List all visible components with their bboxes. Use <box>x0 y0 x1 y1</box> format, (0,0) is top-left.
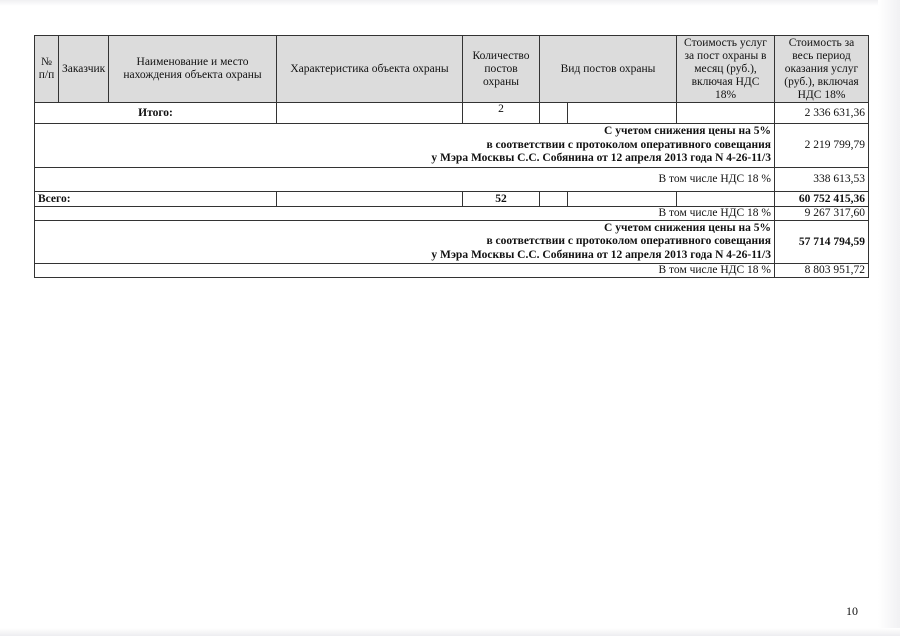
subtotal-characteristic-cell <box>277 103 463 124</box>
scan-edge-right <box>878 0 900 636</box>
subtotal-discount-value: 2 219 799,79 <box>775 124 869 168</box>
subtotal-label: Итого: <box>35 103 277 124</box>
grand-vat2-row <box>35 264 869 278</box>
grand-empty-narrow <box>540 192 568 207</box>
table-header-row <box>35 36 869 103</box>
scan-edge-bottom <box>0 628 900 636</box>
grand-empty-type <box>568 192 677 207</box>
subtotal-vat-value: 338 613,53 <box>775 168 869 192</box>
grand-discount-row <box>35 221 869 264</box>
grand-characteristic-cell <box>277 192 463 207</box>
subtotal-posts: 2 <box>463 103 540 124</box>
subtotal-vat-label: В том числе НДС 18 % <box>35 168 775 192</box>
grand-vat-row <box>35 207 869 221</box>
subtotal-discount-line-3: у Мэра Москвы С.С. Собянина от 12 апреля 2013 года N 4-26-11/3 <box>431 152 772 165</box>
col-header-characteristic: Характеристика объекта охраны <box>277 36 463 103</box>
grand-label: Всего: <box>35 192 277 207</box>
scan-edge-top <box>0 0 900 6</box>
grand-posts: 52 <box>463 192 540 207</box>
grand-vat2-value: 8 803 951,72 <box>775 264 869 278</box>
col-header-cost-month: Стоимость услуг за пост охраны в месяц (руб.), включая НДС 18% <box>677 36 775 103</box>
col-header-customer: Заказчик <box>59 36 109 103</box>
grand-vat-label: В том числе НДС 18 % <box>35 207 775 221</box>
subtotal-discount-row <box>35 124 869 168</box>
subtotal-vat-row <box>35 168 869 192</box>
grand-vat2-label: В том числе НДС 18 % <box>35 264 775 278</box>
grand-total-row <box>35 192 869 207</box>
col-header-num: № п/п <box>35 36 59 103</box>
subtotal-discount-note <box>35 124 775 168</box>
subtotal-empty-type <box>568 103 677 124</box>
subtotal-discount-line-2: в соответствии с протоколом оперативного совещания <box>486 138 772 151</box>
cost-table <box>34 35 869 278</box>
page-number: 10 <box>846 604 858 618</box>
col-header-posts-type: Вид постов охраны <box>540 36 677 103</box>
subtotal-total: 2 336 631,36 <box>775 103 869 124</box>
grand-total: 60 752 415,36 <box>775 192 869 207</box>
subtotal-discount-line-1: С учетом снижения цены на 5% <box>604 125 772 138</box>
grand-discount-line-2: в соответствии с протоколом оперативного совещания <box>486 235 772 248</box>
grand-discount-note <box>35 221 775 264</box>
grand-discount-value: 57 714 794,59 <box>775 221 869 264</box>
grand-vat-value: 9 267 317,60 <box>775 207 869 221</box>
grand-empty-month <box>677 192 775 207</box>
subtotal-empty-narrow <box>540 103 568 124</box>
grand-discount-line-3: у Мэра Москвы С.С. Собянина от 12 апреля 2013 года N 4-26-11/3 <box>431 248 772 261</box>
subtotal-empty-month <box>677 103 775 124</box>
col-header-name-location: Наименование и место нахождения объекта охраны <box>109 36 277 103</box>
subtotal-row <box>35 103 869 124</box>
col-header-posts-count: Количество постов охраны <box>463 36 540 103</box>
col-header-cost-total: Стоимость за весь период оказания услуг (руб.), включая НДС 18% <box>775 36 869 103</box>
grand-discount-line-1: С учетом снижения цены на 5% <box>604 221 772 234</box>
